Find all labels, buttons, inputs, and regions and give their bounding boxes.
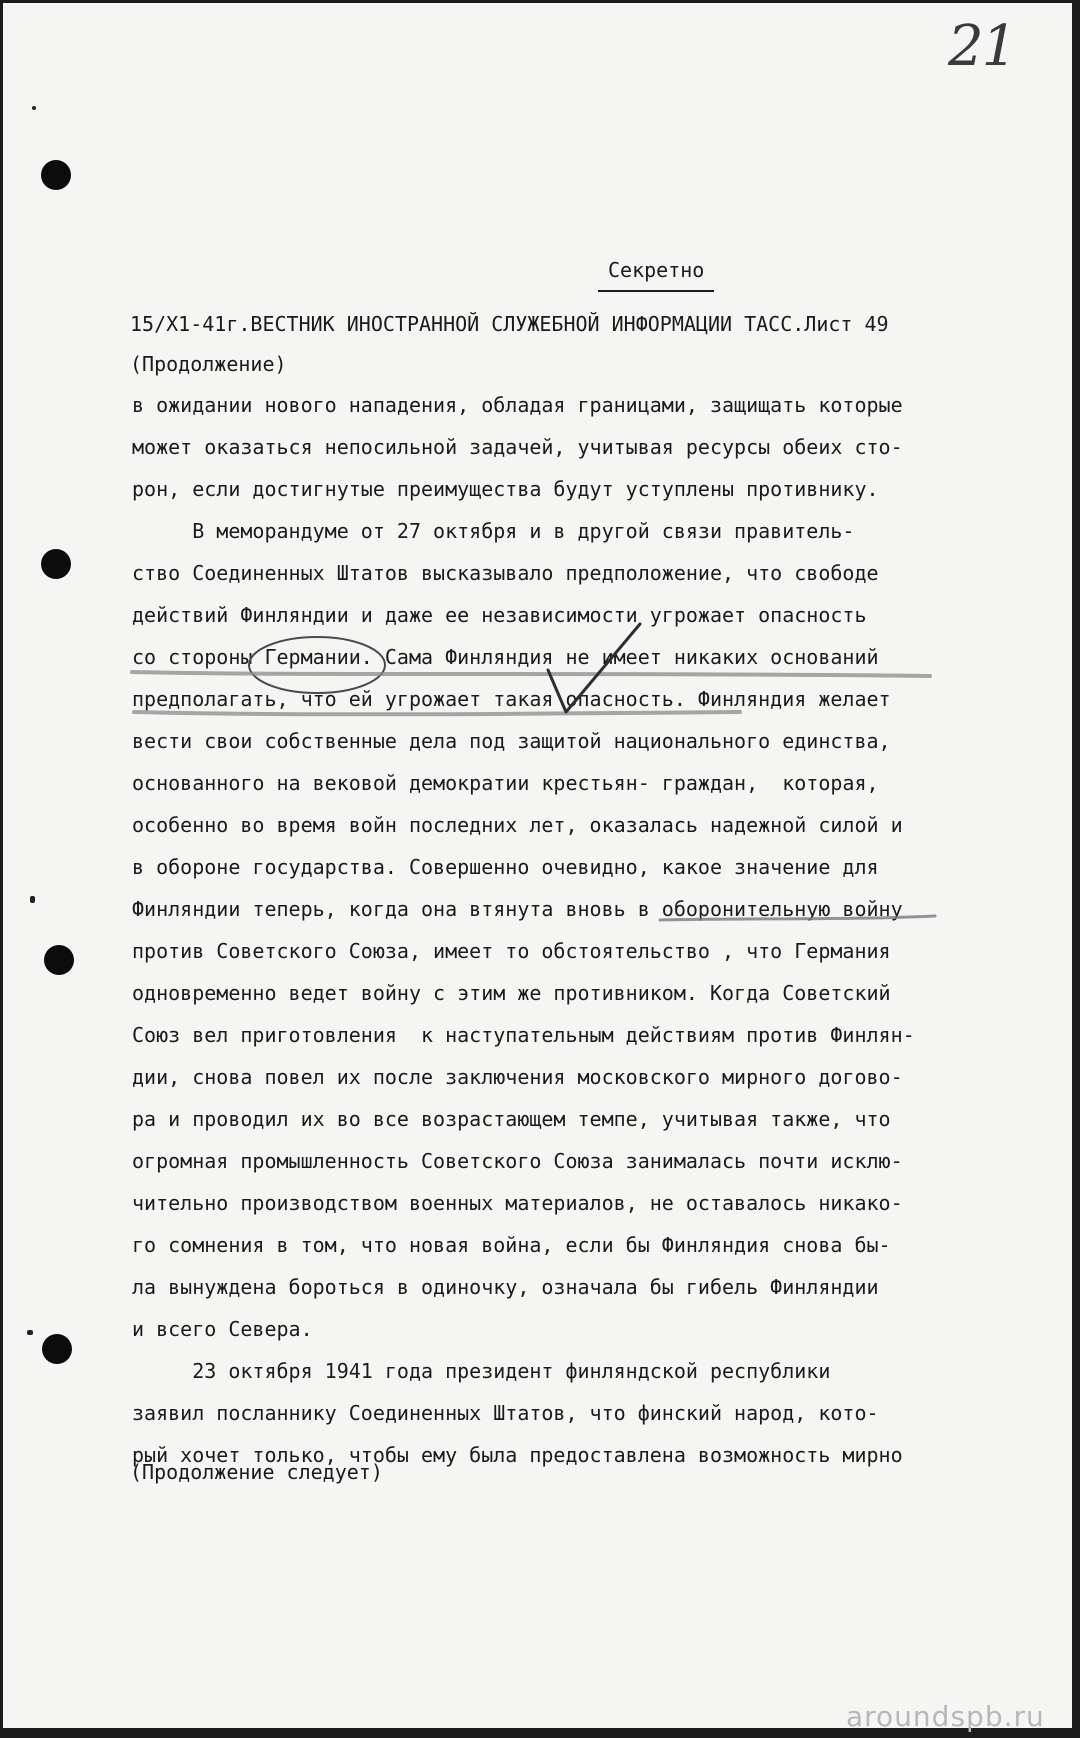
- body-line: заявил посланнику Соединенных Штатов, что финский народ, кото-: [132, 1401, 879, 1425]
- body-line: в ожидании нового нападения, обладая границами, защищать которые: [132, 393, 903, 417]
- body-line: ра и проводил их во все возрастающем темпе, учитывая также, что: [132, 1107, 891, 1131]
- body-line: В меморандуме от 27 октября и в другой связи правитель-: [132, 519, 855, 543]
- pencil-underline: [132, 672, 930, 676]
- body-line: ство Соединенных Штатов высказывало предположение, что свободе: [132, 561, 879, 585]
- body-line: и всего Севера.: [132, 1317, 313, 1341]
- continuation-footer: (Продолжение следует): [130, 1460, 383, 1484]
- body-line: дии, снова повел их после заключения московского мирного догово-: [132, 1065, 903, 1089]
- body-line: предполагать, что ей угрожает такая опасность. Финляндия желает: [132, 687, 891, 711]
- body-line: действий Финляндии и даже ее независимости угрожает опасность: [132, 603, 867, 627]
- body-line: Финляндии теперь, когда она втянута вновь в оборонительную войну: [132, 897, 903, 921]
- body-line: одновременно ведет войну с этим же противником. Когда Советский: [132, 981, 891, 1005]
- checkmark-annotation: [548, 624, 640, 712]
- circle-annotation: [249, 637, 385, 693]
- body-line: особенно во время войн последних лет, оказалась надежной силой и: [132, 813, 903, 837]
- body-line: Союз вел приготовления к наступательным действиям против Финлян-: [132, 1023, 915, 1047]
- body-line: со стороны Германии. Сама Финляндия не имеет никаких оснований: [132, 645, 879, 669]
- body-line: 23 октября 1941 года президент финляндской республики: [132, 1359, 831, 1383]
- pencil-underline: [660, 916, 935, 920]
- body-line: основанного на вековой демократии крестьян- граждан, которая,: [132, 771, 879, 795]
- body-line: ла вынуждена бороться в одиночку, означала бы гибель Финляндии: [132, 1275, 879, 1299]
- handwritten-page-number: 21: [948, 14, 1016, 79]
- body-line: может оказаться непосильной задачей, учитывая ресурсы обеих сто-: [132, 435, 903, 459]
- body-line: рый хочет только, чтобы ему была предоставлена возможность мирно: [132, 1443, 903, 1467]
- body-line: огромная промышленность Советского Союза занималась почти исклю-: [132, 1149, 903, 1173]
- document-header: 15/Х1-41г.ВЕСТНИК ИНОСТРАННОЙ СЛУЖЕБНОЙ ИНФОРМАЦИИ ТАСС.Лист 49: [130, 312, 889, 336]
- body-line: против Советского Союза, имеет то обстоятельство , что Германия: [132, 939, 891, 963]
- pencil-underline: [134, 712, 740, 714]
- watermark: aroundspb.ru: [846, 1700, 1045, 1733]
- classification-stamp: Секретно: [608, 258, 705, 282]
- body-line: в обороне государства. Совершенно очевидно, какое значение для: [132, 855, 879, 879]
- body-line: вести свои собственные дела под защитой национального единства,: [132, 729, 891, 753]
- body-line: го сомнения в том, что новая война, если бы Финляндия снова бы-: [132, 1233, 891, 1257]
- body-line: чительно производством военных материалов, не оставалось никако-: [132, 1191, 903, 1215]
- continuation-mark: (Продолжение): [130, 352, 287, 376]
- body-line: рон, если достигнутые преимущества будут уступлены противнику.: [132, 477, 879, 501]
